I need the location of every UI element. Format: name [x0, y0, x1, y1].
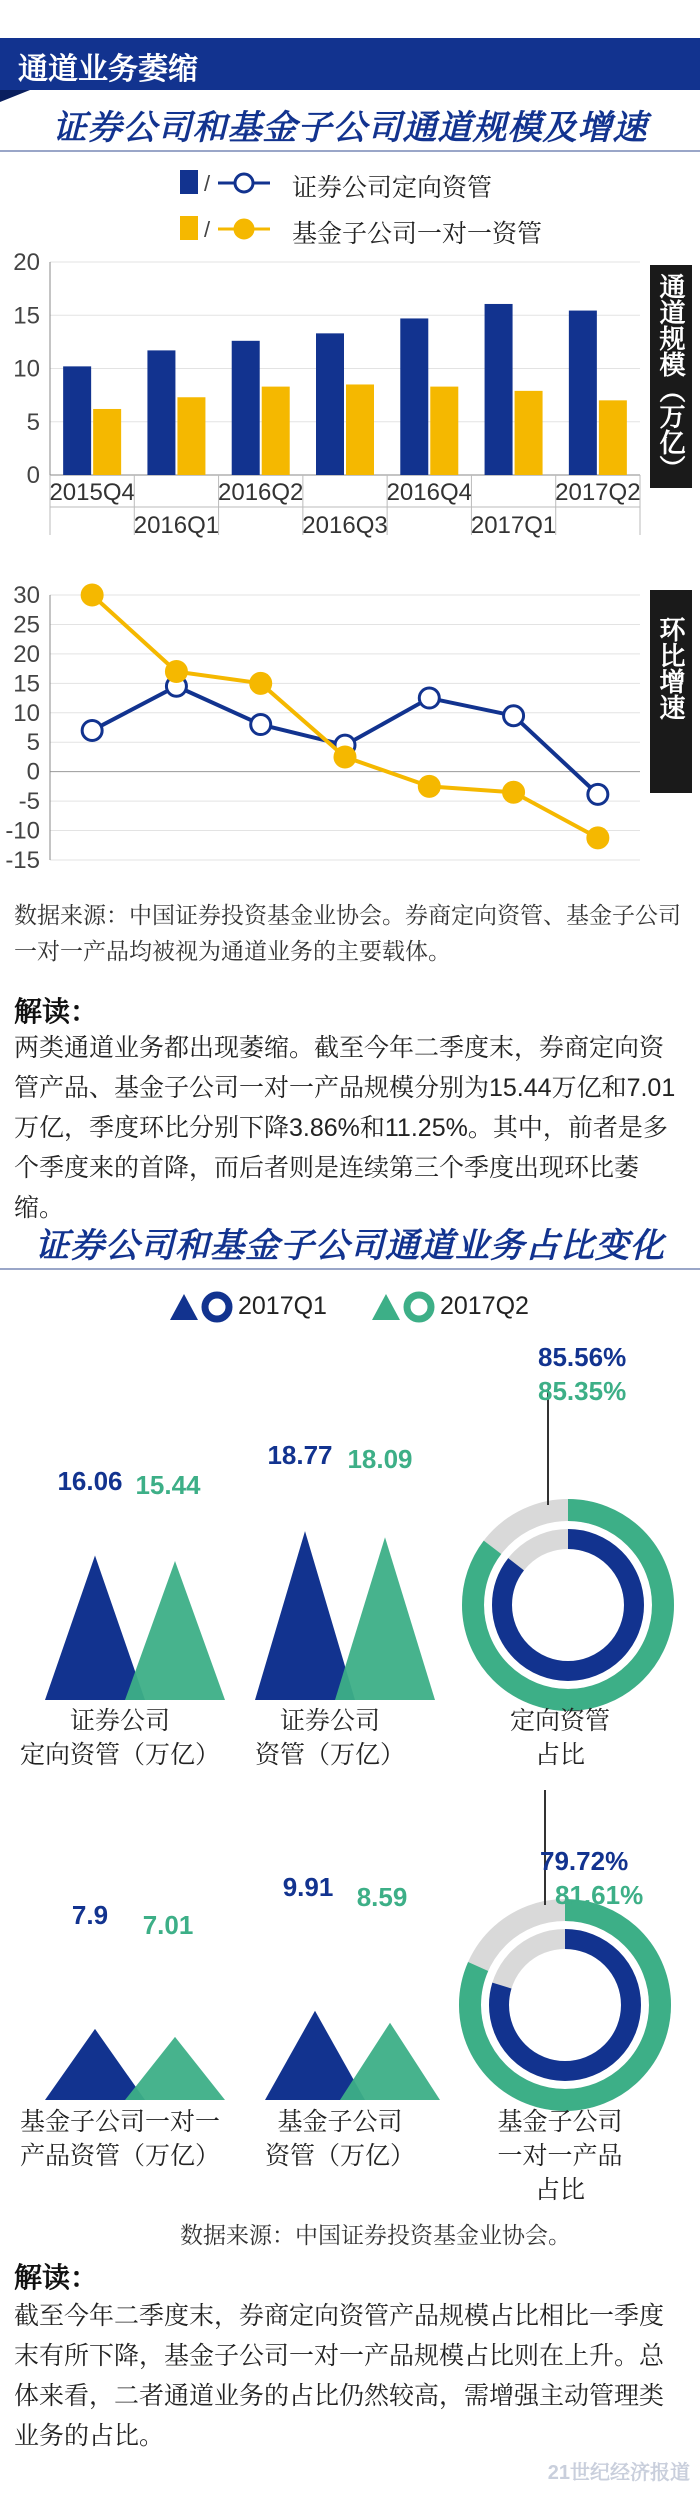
bar-securities	[485, 304, 513, 475]
group3-label-line2: 资管（万亿）	[264, 2142, 415, 2170]
triangle-q2-group1	[335, 1537, 435, 1700]
triangle-q2-group3	[340, 2023, 440, 2100]
group2-label-line2: 产品资管（万亿）	[19, 2142, 220, 2170]
bar-securities	[232, 341, 260, 475]
line-axis-label	[650, 590, 692, 793]
line-ytick-label: -10	[5, 817, 40, 845]
category-label: 2016Q2	[218, 479, 304, 506]
bar-fund	[346, 384, 374, 475]
point-fund	[504, 782, 524, 802]
donut0-label	[470, 1704, 650, 1772]
legend-fund-label: 基金子公司一对一资管	[292, 220, 543, 248]
donut1-q2-value: 81.61%	[555, 1880, 644, 1910]
group2-label	[0, 2105, 240, 2173]
line-ytick-label: 10	[13, 699, 40, 727]
group3-label-line1: 基金子公司	[277, 2108, 403, 2136]
legend-q2-label: 2017Q2	[440, 1292, 529, 1320]
point-fund	[251, 673, 271, 693]
line-ytick-label: 30	[13, 582, 40, 609]
group0-label-line2: 定向资管（万亿）	[19, 1741, 220, 1769]
donut0-q2-value: 85.35%	[538, 1376, 627, 1406]
section2-rule	[0, 1268, 700, 1270]
donut0-q1-value: 85.56%	[538, 1342, 627, 1372]
svg-text:/: /	[204, 217, 211, 242]
triangle-q2-group2	[125, 2037, 225, 2100]
banner-title: 通道业务萎缩	[18, 53, 198, 86]
point-securities	[251, 715, 271, 735]
category-label: 2017Q2	[555, 479, 641, 506]
bar-axis-label-text: 通道规模（万亿）	[656, 273, 686, 481]
group3-q1-value: 9.91	[282, 1872, 334, 1902]
group0-label	[10, 1704, 230, 1772]
point-fund	[82, 585, 102, 605]
bar-ytick-label: 0	[26, 462, 40, 489]
bar-securities	[316, 333, 344, 475]
bar-fund	[430, 387, 458, 475]
bar-securities	[569, 311, 597, 475]
donut1-q1-value: 79.72%	[540, 1846, 629, 1876]
line-ytick-label: 15	[13, 670, 40, 698]
donut1-label-line2: 一对一产品	[497, 2142, 623, 2170]
section2-read-head: 解读：	[14, 2262, 99, 2293]
bar-fund	[262, 387, 290, 475]
watermark: 21世纪经济报道	[547, 2462, 690, 2484]
donut0-label-line2: 占比	[534, 1741, 585, 1769]
bar-fund	[599, 400, 627, 475]
donut1-label-line3: 占比	[534, 2176, 585, 2204]
legend-q1-label: 2017Q1	[238, 1292, 327, 1320]
line-ytick-label: -15	[5, 847, 40, 874]
section1-read-head: 解读：	[14, 996, 99, 1027]
scale-and-growth-charts	[0, 250, 700, 880]
group2-q2-value: 7.01	[142, 1910, 194, 1940]
bar-ytick-label: 10	[13, 355, 40, 383]
line-ytick-label: 20	[13, 640, 40, 668]
donut1-label-line1: 基金子公司	[497, 2108, 623, 2136]
section2-source: 数据来源：中国证券投资基金业协会。	[180, 2223, 571, 2249]
legend-securities-label: 证券公司定向资管	[292, 174, 493, 202]
bar-securities	[147, 350, 175, 475]
triangle-q2-group0	[125, 1561, 225, 1700]
point-securities	[588, 784, 608, 804]
group1-q2-value: 18.09	[347, 1444, 413, 1474]
group0-q2-value: 15.44	[135, 1470, 201, 1500]
legend-securities-marker	[180, 168, 290, 198]
group3-q2-value: 8.59	[356, 1882, 408, 1912]
bar-ytick-label: 5	[26, 408, 40, 436]
bar-fund	[515, 391, 543, 475]
category-label: 2016Q1	[133, 512, 220, 539]
section2-read-body: 截至今年二季度末，券商定向资管产品规模占比相比一季度末有所下降，基金子公司一对一产品规模占比则在上升。总体来看，二者通道业务的占比仍然较高，需增强主动管理类业务的占比。	[14, 2302, 665, 2450]
group0-q1-value: 16.06	[57, 1466, 123, 1496]
line-ytick-label: 5	[26, 729, 40, 757]
bar-fund	[177, 397, 205, 475]
section1-rule	[0, 150, 700, 152]
point-fund	[166, 662, 186, 682]
donut1-label	[460, 2105, 660, 2207]
section1-read-body: 两类通道业务都出现萎缩。截至今年二季度末，券商定向资管产品、基金子公司一对一产品规模分别为15.44万亿和7.01万亿，季度环比分别下降3.86%和11.25%。其中，前者是多个季度来的首降，而后者则是连续第三个季度出现环比萎缩。	[14, 1034, 676, 1222]
legend-q1-marker	[170, 1290, 234, 1324]
group1-q1-value: 18.77	[267, 1440, 333, 1470]
point-securities	[82, 720, 102, 740]
section1-title: 证券公司和基金子公司通道规模及增速	[52, 109, 648, 147]
legend-q2-marker	[372, 1290, 436, 1324]
point-securities	[419, 688, 439, 708]
group1-label	[230, 1704, 430, 1772]
donut0-label-line1: 定向资管	[509, 1707, 610, 1735]
section2-title: 证券公司和基金子公司通道业务占比变化	[35, 1227, 665, 1265]
svg-text:/: /	[204, 171, 211, 196]
group2-q1-value: 7.9	[71, 1900, 109, 1930]
line-ytick-label: -5	[18, 788, 40, 816]
group1-label-line2: 资管（万亿）	[254, 1741, 405, 1769]
group1-label-line1: 证券公司	[279, 1707, 380, 1735]
triangle-q1-group0	[45, 1555, 145, 1700]
line-ytick-label: 25	[13, 611, 40, 639]
group0-label-line1: 证券公司	[69, 1707, 170, 1735]
group3-label	[240, 2105, 440, 2173]
triangle-q1-group2	[45, 2029, 145, 2100]
point-fund	[588, 828, 608, 848]
bar-fund	[93, 409, 121, 475]
bar-securities	[63, 366, 91, 475]
bar-ytick-label: 15	[13, 302, 40, 330]
category-label: 2015Q4	[49, 479, 135, 506]
bar-axis-label	[650, 265, 692, 488]
bar-ytick-label: 20	[13, 250, 40, 276]
line-ytick-label: 0	[26, 758, 40, 786]
line-axis-label-text: 环比增速	[656, 616, 686, 720]
point-fund	[419, 776, 439, 796]
point-fund	[335, 747, 355, 767]
group2-label-line1: 基金子公司一对一	[19, 2108, 220, 2136]
category-label: 2017Q1	[470, 512, 557, 539]
category-label: 2016Q3	[302, 512, 388, 539]
bar-securities	[400, 318, 428, 475]
legend-fund-marker	[180, 214, 290, 244]
category-label: 2016Q4	[386, 479, 472, 506]
section1-source: 数据来源：中国证券投资基金业协会。券商定向资管、基金子公司一对一产品均被视为通道业务的主要载体。	[14, 903, 681, 965]
point-securities	[504, 706, 524, 726]
triangle-q1-group1	[255, 1531, 355, 1700]
